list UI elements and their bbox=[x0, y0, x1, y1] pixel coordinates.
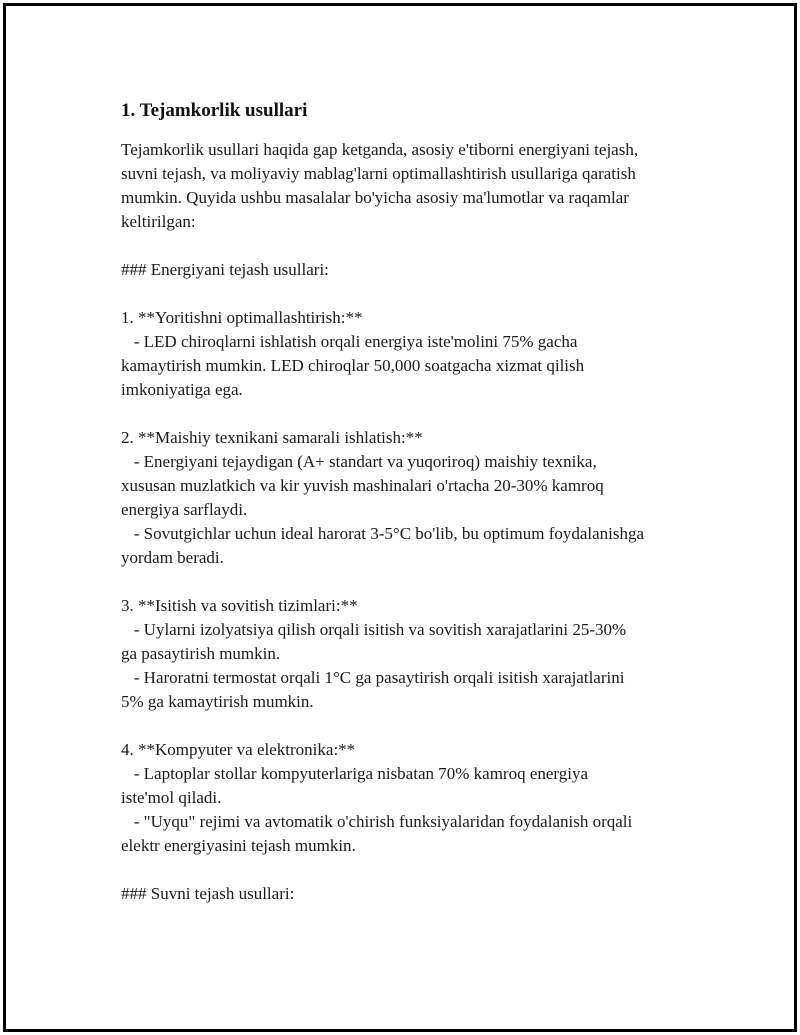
list-item-heating-cooling: 3. **Isitish va sovitish tizimlari:** - Uylarni izolyatsiya qilish orqali isitish va sovitish xarajatlarini 25-30% ga pasaytirish mumkin. - Haroratni termostat orqali 1°C ga pasaytirish orqali isitish xarajatlarini 5% ga kamaytirish mumkin. bbox=[121, 596, 627, 711]
spacer bbox=[121, 282, 711, 306]
spacer bbox=[121, 234, 711, 258]
spacer bbox=[121, 858, 711, 882]
section-heading-water: ### Suvni tejash usullari: bbox=[121, 884, 295, 903]
section-heading-energy: ### Energiyani tejash usullari: bbox=[121, 260, 329, 279]
page-frame bbox=[3, 3, 797, 1032]
intro-paragraph: Tejamkorlik usullari haqida gap ketganda, asosiy e'tiborni energiyani tejash, suvni tejash, va moliyaviy mablag'larni optimallashtirish usullariga qaratish mumkin. Quyida ushbu masalalar bo'yicha asosiy ma'lumotlar va raqamlar keltirilgan: bbox=[121, 140, 639, 231]
list-item-computers: 4. **Kompyuter va elektronika:** - Laptoplar stollar kompyuterlariga nisbatan 70% kamroq energiya iste'mol qiladi. - "Uyqu" rejimi va avtomatik o'chirish funksiyalaridan foydalanish orqali elektr energiyasini tejash mumkin. bbox=[121, 740, 633, 855]
spacer bbox=[121, 714, 711, 738]
spacer bbox=[121, 402, 711, 426]
page-title: 1. Tejamkorlik usullari bbox=[121, 100, 308, 121]
spacer bbox=[121, 570, 711, 594]
document-body bbox=[121, 98, 711, 906]
list-item-lighting: 1. **Yoritishni optimallashtirish:** - LED chiroqlarni ishlatish orqali energiya iste'molini 75% gacha kamaytirish mumkin. LED chiroqlar 50,000 soatgacha xizmat qilish imkoniyatiga ega. bbox=[121, 308, 585, 399]
list-item-appliances: 2. **Maishiy texnikani samarali ishlatish:** - Energiyani tejaydigan (A+ standart va yuqoriroq) maishiy texnika, xususan muzlatkich va kir yuvish mashinalari o'rtacha 20-30% kamroq energiya sarflaydi. - Sovutgichlar uchun ideal harorat 3-5°C bo'lib, bu optimum foydalanishga yordam beradi. bbox=[121, 428, 645, 567]
